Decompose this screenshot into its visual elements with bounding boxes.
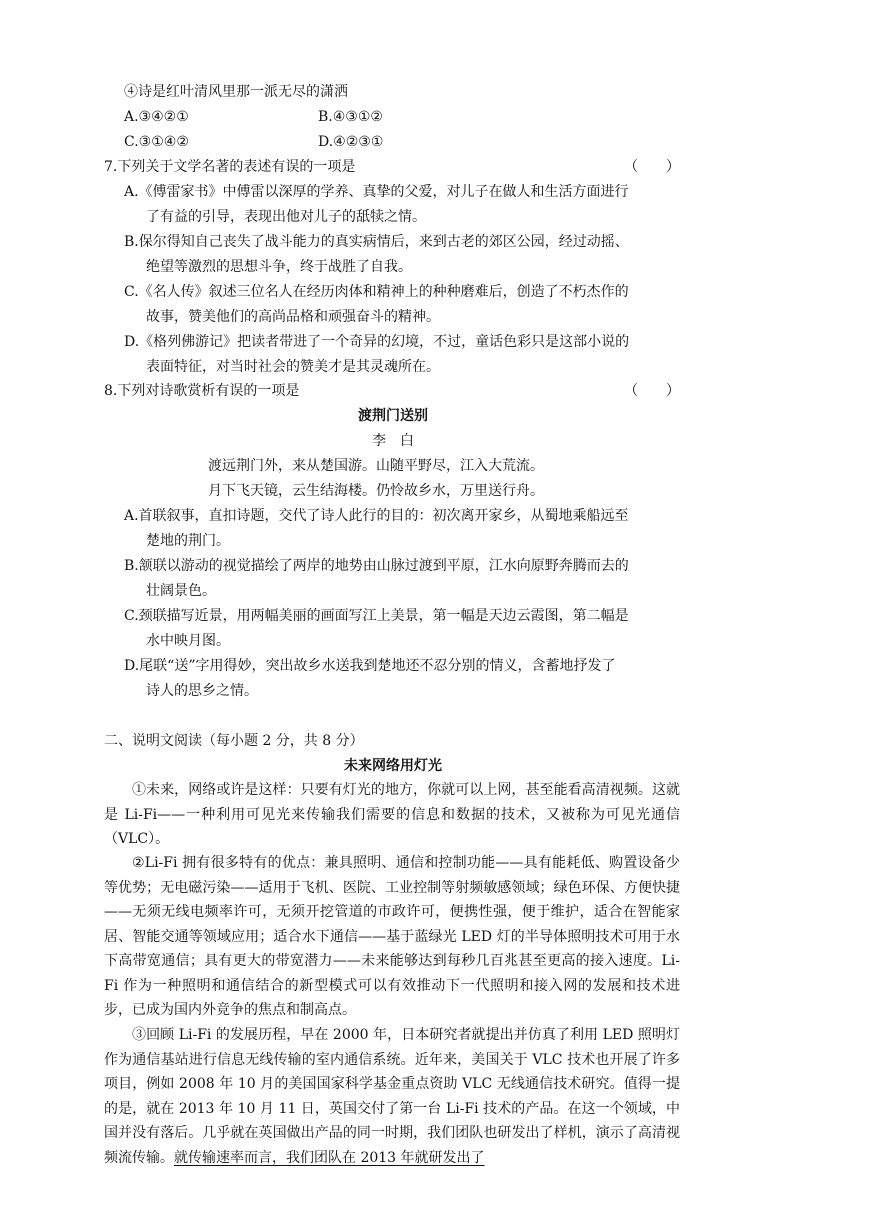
q8-option-b-line2: 壮阔景色。 xyxy=(146,583,216,599)
q7-answer-paren: （ ） xyxy=(624,159,680,175)
poem-author: 李 白 xyxy=(372,433,414,449)
poem-line-1: 渡远荆门外，来从楚国游。山随平野尽，江入大荒流。 xyxy=(208,458,544,474)
q7-option-b-line2: 绝望等激烈的思想斗争，终于战胜了自我。 xyxy=(146,259,412,275)
q6-option-a: A.③④②① xyxy=(124,109,189,125)
q6-option-b: B.④③①② xyxy=(318,109,383,125)
article-paragraph-2: ②Li-Fi 拥有很多特有的优点：兼具照明、通信和控制功能——具有能耗低、购置设备少等优势；无电磁污染——适用于飞机、医院、工业控制等射频敏感领域；绿色环保、方便快捷——无须无线电频率许可，无须开挖管道的市政许可，便携性强，便于维护，适合在智能家居、智能交通等领域应用；适合水下通信——基于蓝绿光 LED 灯的半导体照明技术可用于水下高带宽通信；具有更大的带宽潜力——未来能够达到每秒几百兆甚至更高的接入速度。Li-Fi 作为一种照明和通信结合的新型模式可以有效推动下一代照明和接入网的发展和技术进步，已成为国内外竞争的焦点和制高点。 xyxy=(104,855,680,1018)
poem-line-2: 月下飞天镜，云生结海楼。仍怜故乡水，万里送行舟。 xyxy=(208,483,544,499)
section-2-heading: 二、说明文阅读（每小题 2 分，共 8 分） xyxy=(104,733,364,749)
q7-stem: 7.下列关于文学名著的表述有误的一项是 xyxy=(104,159,356,175)
q8-stem: 8.下列对诗歌赏析有误的一项是 xyxy=(104,383,300,399)
q6-item-4: ④诗是红叶清风里那一派无尽的潇洒 xyxy=(124,84,348,100)
q6-option-d: D.④②③① xyxy=(318,134,384,150)
underlined-sentence: 就传输速率而言，我们团队在 2013 年就研发出了 xyxy=(174,1149,485,1166)
q7-option-d-line2: 表面特征，对当时社会的赞美才是其灵魂所在。 xyxy=(146,359,440,375)
q7-option-d-line1: D.《格列佛游记》把读者带进了一个奇异的幻境，不过，童话色彩只是这部小说的 xyxy=(124,334,630,350)
q8-option-c-line1: C.颈联描写近景，用两幅美丽的画面写江上美景，第一幅是天边云霞图，第二幅是 xyxy=(124,608,629,624)
article-paragraph-3 xyxy=(104,1023,680,1170)
q7-option-c-line1: C.《名人传》叙述三位名人在经历肉体和精神上的种种磨难后，创造了不朽杰作的 xyxy=(124,284,629,300)
q6-option-c: C.③①④② xyxy=(124,134,189,150)
q8-option-b-line1: B.颔联以游动的视觉描绘了两岸的地势由山脉过渡到平原，江水向原野奔腾而去的 xyxy=(124,558,629,574)
q7-option-a-line2: 了有益的引导，表现出他对儿子的舐犊之情。 xyxy=(146,209,426,225)
q8-option-a-line1: A.首联叙事，直扣诗题，交代了诗人此行的目的：初次离开家乡，从蜀地乘船远至 xyxy=(124,508,629,524)
q8-option-d-line1: D.尾联“送”字用得妙，突出故乡水送我到楚地还不忍分别的情义，含蓄地抒发了 xyxy=(124,658,616,674)
q8-option-c-line2: 水中映月图。 xyxy=(146,633,230,649)
q8-option-d-line2: 诗人的思乡之情。 xyxy=(146,683,258,699)
q7-option-a-line1: A.《傅雷家书》中傅雷以深厚的学养、真挚的父爱，对儿子在做人和生活方面进行 xyxy=(124,184,629,200)
article-paragraph-3-text: ③回顾 Li-Fi 的发展历程，早在 2000 年，日本研究者就提出并仿真了利用 LED 照明灯作为通信基站进行信息无线传输的室内通信系统。近年来，美国关于 VLC 技术也开展了许多项目，例如 2008 年 10 月的美国国家科学基金重点资助 VLC 无线通信技术研究。值得一提的是，就在 2013 年 10 月 11 日，英国交付了第一台 Li-Fi 技术的产品。在这一个领域，中国并没有落后。几乎就在英国做出产品的同一时期，我们团队也研发出了样机，演示了高清视频流传输。 xyxy=(104,1027,680,1166)
poem-title: 渡荆门送别 xyxy=(358,408,428,424)
q8-answer-paren: （ ） xyxy=(624,383,680,399)
article-title: 未来网络用灯光 xyxy=(344,758,442,774)
article-paragraph-1: ①未来，网络或许是这样：只要有灯光的地方，你就可以上网，甚至能看高清视频。这就是 Li-Fi——一种利用可见光来传输我们需要的信息和数据的技术，又被称为可见光通信（VLC）。 xyxy=(104,782,680,847)
q7-option-c-line2: 故事，赞美他们的高尚品格和顽强奋斗的精神。 xyxy=(146,309,440,325)
q8-option-a-line2: 楚地的荆门。 xyxy=(146,533,230,549)
q7-option-b-line1: B.保尔得知自己丧失了战斗能力的真实病情后，来到古老的郊区公园，经过动摇、 xyxy=(124,234,629,250)
